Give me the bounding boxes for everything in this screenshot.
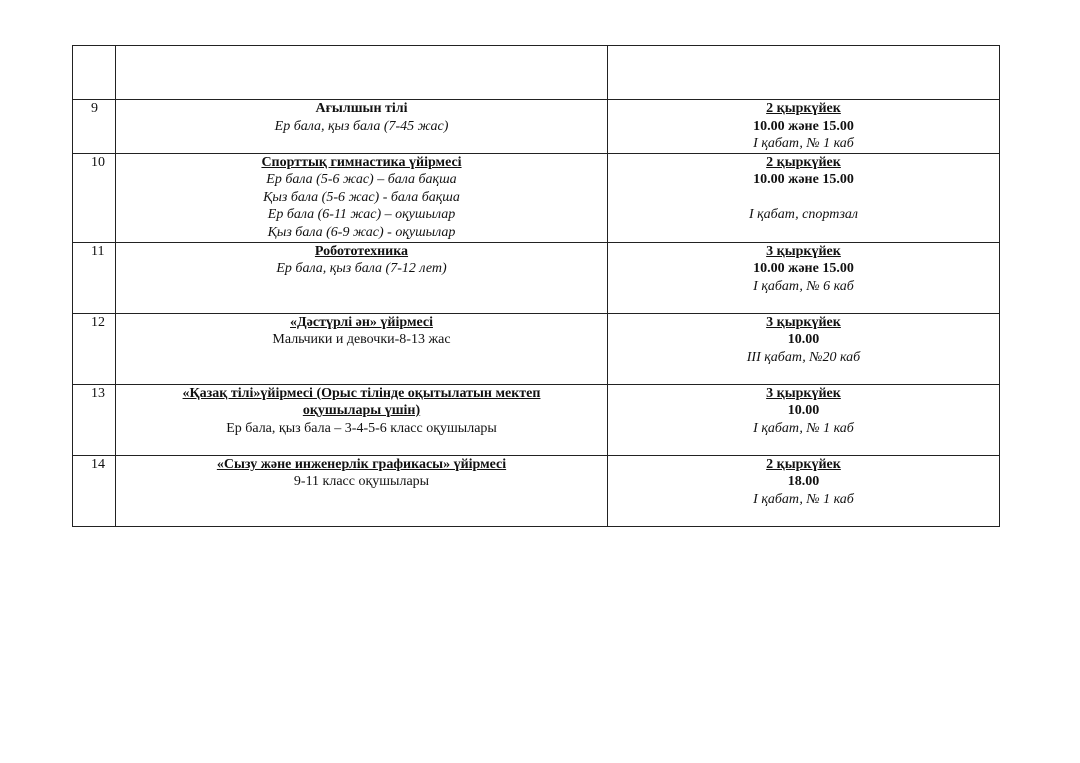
start-time: 10.00 [787,332,820,347]
club-audience: Ер бала, қыз бала (7-12 лет) [276,261,447,276]
club-schedule [608,455,1000,526]
club-title: Робототехника [314,243,409,259]
table-row [73,242,1000,313]
club-audience: Қыз бала (6-9 жас) - оқушылар [267,224,456,240]
header-cell-number [73,46,116,100]
start-time: 18.00 [787,474,820,489]
start-time: 10.00 және 15.00 [753,118,854,134]
table-row [73,313,1000,384]
header-cell-description [116,46,608,100]
schedule-table [72,45,1000,527]
start-time: 10.00 және 15.00 [753,172,854,187]
club-audience: Ер бала, қыз бала (7-45 жас) [274,118,449,134]
club-audience: Қыз бала (5-6 жас) - бала бақша [263,189,460,205]
start-date: 3 қыркүйек [766,314,841,330]
header-cell-schedule [608,46,1000,100]
start-date: 3 қыркүйек [766,243,841,259]
club-description [116,455,608,526]
table-row [73,100,1000,154]
room-location: І қабат, № 1 каб [753,420,854,436]
club-title: «Дәстүрлі ән» үйірмесі [290,314,433,330]
start-date: 2 қыркүйек [766,456,841,472]
club-description [116,384,608,455]
club-audience: Ер бала, қыз бала – 3-4-5-6 класс оқушылары [226,420,497,436]
club-schedule [608,313,1000,384]
table-row [73,455,1000,526]
table-row [73,153,1000,242]
row-number: 12 [73,313,116,384]
club-description [116,242,608,313]
room-location: ІІІ қабат, №20 каб [746,349,861,365]
start-time: 10.00 және 15.00 [753,261,854,276]
club-title: Спорттық гимнастика үйірмесі [261,154,462,170]
start-time: 10.00 [787,403,820,418]
room-location: І қабат, спортзал [748,207,859,222]
spacer [608,189,999,207]
row-number: 13 [73,384,116,455]
club-schedule [608,153,1000,242]
row-number: 11 [73,242,116,313]
club-title: «Сызу және инженерлік графикасы» үйірмесі [216,456,507,472]
row-number: 9 [73,100,116,154]
club-audience: Ер бала (5-6 жас) – бала бақша [266,172,457,187]
table-header-row [73,46,1000,100]
club-schedule [608,242,1000,313]
room-location: І қабат, № 6 каб [753,278,854,294]
club-description [116,100,608,154]
row-number: 14 [73,455,116,526]
start-date: 3 қыркүйек [766,385,841,401]
club-schedule [608,100,1000,154]
start-date: 2 қыркүйек [766,101,841,116]
club-description [116,153,608,242]
table-row [73,384,1000,455]
room-location: І қабат, № 1 каб [753,491,854,507]
club-schedule [608,384,1000,455]
club-description [116,313,608,384]
club-audience: Ер бала (6-11 жас) – оқушылар [267,207,456,222]
row-number: 10 [73,153,116,242]
room-location: І қабат, № 1 каб [753,136,854,151]
start-date: 2 қыркүйек [766,154,841,170]
club-audience: Мальчики и девочки-8-13 жас [272,332,451,347]
club-title: Ағылшын тілі [315,101,408,116]
club-audience: 9-11 класс оқушылары [293,474,430,489]
club-title: «Қазақ тілі»үйірмесі (Орыс тілінде оқытылатын мектеп оқушылары үшін) [182,385,541,418]
